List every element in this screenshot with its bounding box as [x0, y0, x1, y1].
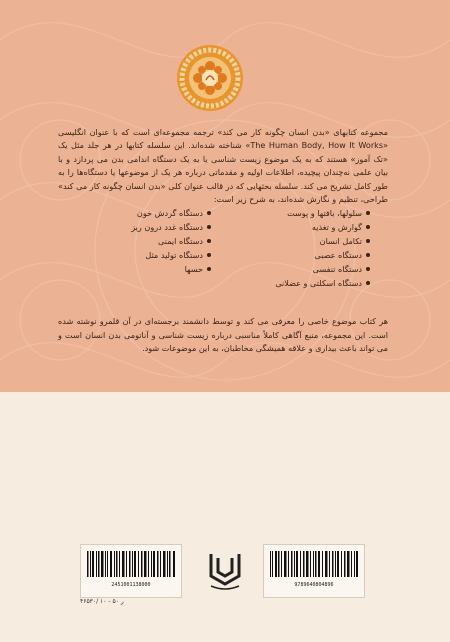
- topic-label: دستگاه تنفسی: [312, 264, 362, 274]
- topic-label: گوارش و تغذیه: [311, 222, 362, 232]
- bullet-icon: [207, 267, 211, 271]
- topic-item: [70, 264, 211, 274]
- bullet-icon: [366, 225, 370, 229]
- topic-item: [70, 250, 211, 260]
- bullet-icon: [207, 225, 211, 229]
- topic-item: [229, 222, 370, 232]
- topic-label: دستگاه تولید مثل: [145, 250, 203, 260]
- bullet-icon: [207, 211, 211, 215]
- bullet-icon: [366, 267, 370, 271]
- topic-label: دستگاه غدد درون ریز: [131, 222, 203, 232]
- topic-label: حسها: [184, 264, 203, 274]
- bullet-icon: [366, 253, 370, 257]
- bullet-icon: [207, 239, 211, 243]
- topic-item: [229, 278, 370, 288]
- intro-paragraph: [58, 126, 388, 206]
- closing-paragraph: [58, 307, 388, 363]
- bullet-icon: [207, 253, 211, 257]
- bullet-icon: [366, 211, 370, 215]
- topics-right-column: [229, 208, 370, 288]
- closing-text: هر کتاب موضوع خاصی را معرفی می کند و توسط دانشمند برجسته‌ای در آن قلمرو نوشته شده است. این مجموعه، منبع آگاهی کاملاً مناسبی درباره زیست شناسی و آناتومی بدن انسان است و می تواند باعث بیداری و علاقه همیشگی مخاطبان، به این موضوعات شود.: [58, 316, 388, 353]
- topic-item: [229, 208, 370, 218]
- barcode-number-left: 2451001138000: [111, 582, 151, 588]
- topics-list: [70, 208, 370, 288]
- price-text: ۴۶۵۳۰/ ۱۰ - ۵۰ ر: [80, 598, 124, 605]
- topic-label: دستگاه اسکلتی و عضلانی: [275, 278, 362, 288]
- topic-item: [70, 208, 211, 218]
- intro-text: مجموعه کتابهای «بدن انسان چگونه کار می کند» ترجمه مجموعه‌ای است که با عنوان انگلیسی «The Human Body, How It Works» شناخته شده‌اند. این سلسله کتابها در هر جلد مثل یک «تک آموز» هستند که به یک موضوع زیست شناسی یا به یک دستگاه اندامی بدن می پردازد و با بیان علمی نه‌چندان پیچیده، اطلاعات اولیه و مقدماتی درباره هر یک از موضوعها یا دستگاه‌ها را به طور کامل تشریح می کند. سلسله بحثهایی که در قالب عنوان کلی «بدن انسان چگونه کار می کند» طراحی، تنظیم و نگارش شده‌اند، به شرح زیر است:: [58, 127, 389, 205]
- topic-label: تکامل انسان: [319, 236, 362, 246]
- anniversary-seal-icon: [176, 44, 244, 112]
- topics-left-column: [70, 208, 211, 288]
- topic-item: [229, 236, 370, 246]
- topic-item: [70, 236, 211, 246]
- barcode-right: [263, 544, 365, 598]
- barcode-bars-left: [87, 551, 175, 577]
- topic-label: دستگاه عصبی: [314, 250, 362, 260]
- topic-item: [70, 222, 211, 232]
- barcode-left: [80, 544, 182, 598]
- publisher-logo-icon: [205, 548, 245, 590]
- topic-label: دستگاه گردش خون: [136, 208, 203, 218]
- bullet-icon: [366, 239, 370, 243]
- bullet-icon: [366, 281, 370, 285]
- topic-label: دستگاه ایمنی: [158, 236, 203, 246]
- barcode-number-right: 9789640804896: [294, 582, 334, 588]
- barcode-bars-right: [270, 551, 358, 577]
- topic-label: سلولها، بافتها و پوست: [287, 208, 362, 218]
- topic-item: [229, 264, 370, 274]
- topic-item: [229, 250, 370, 260]
